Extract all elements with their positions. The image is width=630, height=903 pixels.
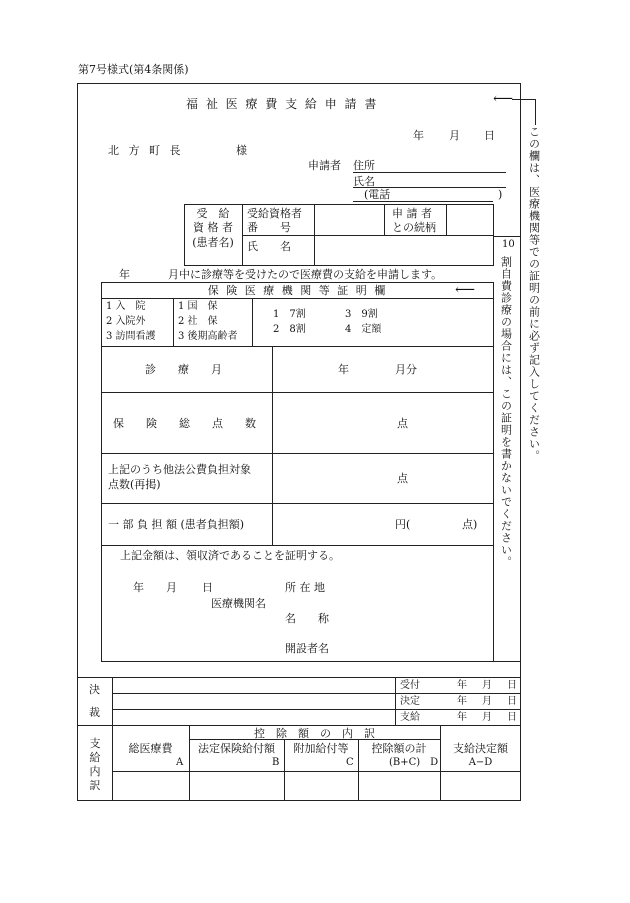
address-label: 住所 — [353, 159, 375, 172]
payment-label-1: 支 — [89, 737, 101, 750]
phone-field-line[interactable] — [353, 201, 493, 202]
cert-year: 年 — [133, 581, 144, 594]
copay-amount-label: 一 部 負 担 額 (患者負担額) — [108, 518, 245, 531]
patient-name-label: 氏 名 — [247, 240, 291, 253]
addressee-suffix: 様 — [236, 144, 247, 157]
relation-label-2: との続柄 — [392, 221, 436, 234]
total-points-unit: 点 — [397, 417, 408, 430]
copay-rate-2[interactable]: 3 9割 — [345, 309, 378, 320]
decided-month: 月 — [482, 696, 492, 707]
decision-label: 決 — [89, 683, 100, 696]
institution-name-label: 名 称 — [285, 612, 329, 625]
form-number: 第7号様式(第4条関係) — [78, 63, 189, 76]
care-type-3[interactable]: 3 訪問看護 — [106, 331, 156, 342]
paid-month: 月 — [482, 712, 492, 723]
total-points-field[interactable] — [273, 393, 493, 452]
decided-year: 年 — [457, 696, 467, 707]
insurance-type-2[interactable]: 2 社 保 — [178, 316, 218, 327]
side-note-number: 10 — [502, 239, 515, 250]
statutory-benefit-code: B — [272, 757, 280, 768]
address-field-line[interactable] — [353, 172, 506, 173]
date-year-label: 年 — [413, 129, 424, 142]
relation-field[interactable] — [447, 205, 493, 234]
request-text: 月中に診療等を受けたので医療費の支給を申請します。 — [168, 268, 443, 281]
total-medical-field[interactable] — [113, 772, 188, 800]
public-burden-unit: 点 — [397, 472, 408, 485]
pointer-arrow-icon-2: ⟵ — [455, 282, 476, 298]
cert-day: 日 — [202, 581, 213, 594]
institution-label: 医療機関名 — [211, 597, 266, 610]
paid-year: 年 — [457, 712, 467, 723]
deduction-total-label: 控除額の計 — [371, 742, 427, 755]
medical-cert-title: 保 険 医 療 機 関 等 証 明 欄 — [207, 284, 388, 297]
cert-month: 月 — [166, 581, 177, 594]
applicant-label: 申請者 — [308, 159, 341, 172]
copay-amount-yen: 円( — [395, 518, 411, 531]
id-number-label-1: 受給資格者 — [247, 207, 302, 220]
care-type-2[interactable]: 2 入院外 — [106, 316, 146, 327]
phone-open: (電話 — [364, 188, 391, 201]
additional-benefit-code: C — [346, 757, 354, 768]
qualified-person-label-1: 受 給 — [196, 207, 230, 220]
copay-amount-points: 点) — [462, 518, 478, 531]
payment-decision-code: A−D — [468, 757, 493, 768]
pointer-arrow-icon: ⟵ — [493, 91, 514, 107]
total-medical-code: A — [176, 757, 184, 768]
form-title: 福 祉 医 療 費 支 給 申 請 書 — [186, 97, 379, 111]
payment-label-2: 給 — [89, 751, 101, 764]
name-label: 氏名 — [353, 175, 375, 188]
copay-rate-1[interactable]: 1 7割 — [273, 309, 306, 320]
treatment-month-label: 診 療 月 — [145, 363, 222, 376]
date-day-label: 日 — [484, 129, 495, 142]
payment-decision-label: 支給決定額 — [453, 742, 508, 755]
addressee: 北 方 町 長 — [108, 144, 184, 157]
phone-close: ) — [498, 188, 503, 201]
received-month: 月 — [482, 680, 492, 691]
care-type-1[interactable]: 1 入 院 — [106, 301, 146, 312]
public-burden-field[interactable] — [273, 454, 493, 502]
decided-day: 日 — [507, 696, 517, 707]
payment-label-4: 訳 — [89, 779, 101, 792]
payment-label-3: 内 — [89, 765, 101, 778]
deduction-total-code: (B+C) D — [389, 757, 439, 768]
request-year: 年 — [119, 268, 130, 281]
receipt-statement: 上記金額は、領収済であることを証明する。 — [120, 549, 340, 562]
insurance-type-3[interactable]: 3 後期高齢者 — [178, 331, 238, 342]
received-day: 日 — [507, 680, 517, 691]
qualified-person-label-3: (患者名) — [192, 236, 234, 249]
received-year: 年 — [457, 680, 467, 691]
location-label: 所 在 地 — [285, 581, 325, 594]
public-burden-label-2: 点数(再掲) — [108, 478, 161, 491]
patient-name-field[interactable] — [315, 236, 493, 265]
side-note-top: この欄は、医療機関等での証明の前に必ず記入してください。 — [527, 126, 541, 462]
id-number-label-2: 番 号 — [247, 221, 291, 234]
total-points-label: 保 険 総 点 数 — [113, 417, 256, 430]
copay-rate-4[interactable]: 4 定額 — [345, 324, 382, 335]
treatment-month-year: 年 — [338, 363, 349, 376]
relation-label-1: 申 請 者 — [392, 207, 432, 220]
public-burden-label-1: 上記のうち他法公費負担対象 — [108, 463, 251, 476]
copay-rate-3[interactable]: 2 8割 — [273, 324, 306, 335]
id-number-field[interactable] — [315, 205, 383, 234]
additional-benefit-field[interactable] — [285, 772, 357, 800]
statutory-benefit-label: 法定保険給付額 — [198, 742, 275, 755]
date-month-label: 月 — [449, 129, 460, 142]
side-note-bottom: 割自費診療の場合には、この証明を書かないでください。 — [499, 256, 513, 568]
decision-label-2: 裁 — [89, 706, 100, 719]
statutory-benefit-field[interactable] — [190, 772, 283, 800]
payment-decision-field[interactable] — [441, 772, 520, 800]
additional-benefit-label: 附加給付等 — [293, 742, 349, 755]
total-medical-label: 総医療費 — [128, 742, 173, 755]
received-label: 受付 — [400, 680, 420, 691]
treatment-month-unit: 月分 — [395, 363, 417, 376]
qualified-person-label-2: 資 格 者 — [193, 221, 233, 234]
decided-label: 決定 — [400, 696, 420, 707]
deduction-header: 控 除 額 の 内 訳 — [254, 727, 375, 740]
deduction-total-field[interactable] — [359, 772, 439, 800]
copay-amount-field[interactable] — [273, 504, 493, 544]
insurance-type-1[interactable]: 1 国 保 — [178, 301, 218, 312]
founder-label: 開設者名 — [285, 642, 329, 655]
paid-day: 日 — [507, 712, 517, 723]
treatment-month-field[interactable] — [273, 347, 493, 391]
paid-label: 支給 — [400, 712, 420, 723]
